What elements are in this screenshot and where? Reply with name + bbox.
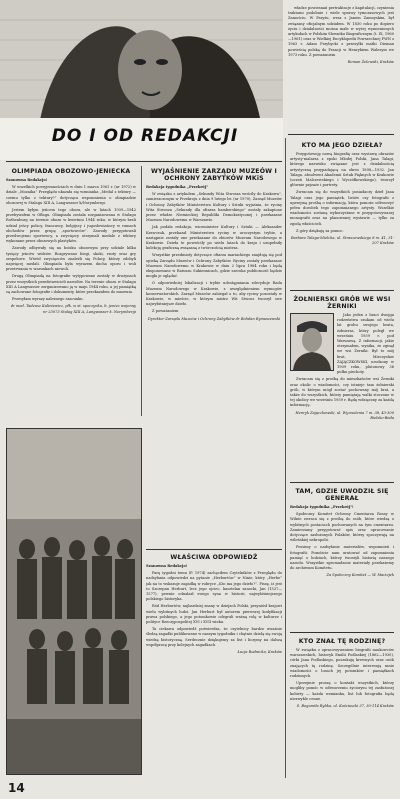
signature: Łucja Rudnicka, Kraków — [237, 650, 282, 655]
paragraph: Z góry dziękuję za pomoc. — [296, 228, 344, 233]
paragraph: Jestem byłym jeńcem tego obozu, ale w latach 1939—1942 przebywałem w Oflagu. Olimpiada została zorganizowana w Stalagu Rothenburg na terenie obozu w kwietniu 1944 roku, w którym brali udział jeńcy polscy, francuscy, belgijscy i jugosłowiańscy w ramach obchodów przez grupę „sportowców”. Zawody przygotowali przedwojenni sportowcy, a zwycięzcy otrzymali medale z tektury wykonane przez obozowych plastyków. — [6, 208, 136, 244]
group-photo — [6, 428, 142, 775]
paragraph: Wszystkie przedmioty dotyczące ołtarza mariackiego znajdują się pod opieką Zarządu Muzeów i Ochrony Zabytków. Ryciny zostały przekazane Muzeum Narodowemu w Krakowie w dniu 2 lipca 1984 roku i będą eksponowane w Ratuszu Sukiennicach, gdzie szeroka publiczność będzie mogła je oglądać. — [146, 253, 282, 279]
soldier-portrait — [290, 313, 334, 371]
paragraph: Społeczny Komitet Ochrony Cmentarza Rossy w Wilnie zwraca się z prośbą do osób, które wiedzą o wybitnych postaciach pochowanych na tym cmentarzu. Zamierzamy przygotować spis oraz opracowanie dotyczące zasłużonych Polaków, którzy spoczywają na wileńskiej nekropolii. — [290, 512, 394, 543]
paragraph: Przygotowuję nową biografię oraz wystawę obrazów artysty-malarza z epoki Młodej Polski, Jana Talagi, którego nazwisko związane jest z działalnością artystyczną przypadającą na okres 1898—1932. Jan Talaga, absolwent Akademii Sztuk Pięknych w Krakowie (uczeń Malczewskiego i Wyczółkowskiego), tworzył głównie pejzaże i portrety. — [290, 152, 394, 188]
paragraph: Zwracam się do wszystkich posiadaczy dzieł Jana Talagi oraz jego pamiątek, listów czy fotografii z uprzejmą prośbą o informację, która pomoże odtworzyć pełen dorobek tego zapomnianego artysty. Wszelkie wiadomości zostaną wykorzystane w przygotowywanej monografii oraz na planowanej wystawie — tylko za zgodą właścicieli. — [290, 190, 394, 226]
paragraph: Parę tygodni temu (P. 1974) zachęciłem Czytelników z Przeglądu do nadsyłania odpowiedzi na pytanie „Herburtów” w Ninie, który „Herbe” jak na to wskazuje zagadkę w rubryce „Kto ma jego dzieło?”. Piszę, iż jest to Szczepan Herburt, lecz jego ojciec, kasztelan sanocki, Jan (1527—1577), pewnie odnalazł swego syna w historii, najwybitniejszego polskiego historyka. — [146, 571, 282, 602]
divider — [290, 290, 394, 291]
divider — [290, 632, 394, 633]
paragraph: O odpowiedniej lokalizacji i trybie udostępniania zdecyduje Rada Muzeum Narodowego w Krakowie, z uwzględnieniem wymogów konserwatorskich. Zarząd Muzeów zabiegał o to, aby ryciny pozostały w Krakowie, w mieście, w którym mistrz Wit Stwosz tworzył swe najwybitniejsze dzieło. — [146, 281, 282, 307]
letter-zolnierski — [290, 294, 394, 478]
divider — [146, 549, 282, 550]
divider — [290, 482, 394, 483]
letter-wlasciwa — [146, 552, 282, 774]
signature: S. Bogumiła Rybka, ul. Kościuszki 37, 30-114 Kraków — [296, 704, 394, 709]
paragraph: Uprzejmie proszę o kontakt wszystkich, którzy mogliby pomóc w odtworzeniu życiorysu tej zasłużonej kobiety — każda wzmianka, list lub fotografia będą niezwykle cenne. — [290, 681, 394, 701]
paragraph: Ród Herburtów, najbardziej znany w dziejach Polski, przyniósł krajowi wielu wybitnych ludzi. Jan Herburt był autorem pierwszej kodyfikacji prawa polskiego, a jego potomkowie odegrali ważną rolę w kulturze i polityce Rzeczypospolitej XVI i XVII wieku. — [146, 604, 282, 625]
divider — [6, 161, 282, 162]
letter-heading: ŻOŁNIERSKI GRÓB WE WSI ŻERNIKI — [293, 296, 391, 310]
column-divider — [141, 166, 142, 416]
salutation: Szanowna Redakcjo! — [146, 564, 188, 568]
paragraph: W związku z opracowywaniem biografii naukowców warszawskich, historyk Emilii Podlaskiej (1862—1930), córki Jana Podlaskiego, poszukuję krewnych oraz osób znających tę rodzinę. Szczególnie interesują mnie wiadomości o losach jej potomków i pamiątkach rodzinnych. — [290, 648, 394, 679]
soldier-portrait-image — [291, 314, 333, 370]
signature: Za Społeczny Komitet — W. Maciejek — [326, 573, 394, 578]
header-illustration — [0, 0, 283, 160]
paragraph: Z poważaniem — [152, 309, 179, 314]
divider — [288, 134, 394, 135]
signature: Henryk Zajączkowski, ul. Wyzwolenia 7 m. 38, 43-300 Bielsko-Biała — [295, 410, 394, 420]
letter-kto-rodzina — [290, 636, 394, 778]
letter-heading: KTO MA JEGO DZIEŁA? — [301, 142, 383, 149]
paragraph: Jak podała redakcja, wiceminister Kultury i Sztuki — Aleksander Krawczuk, przekazał Ministerstwu ryciny w uroczystym trybie, a następnie zostały one przekazane do zbiorów Muzeum Narodowego w Krakowie. Dzieła te powróciły po wielu latach do kraju i uzupełniły kolekcję graficzną związaną z twórczością mistrza. — [146, 225, 282, 251]
letter-heading: WYJAŚNIENIE ZARZĄDU MUZEÓW I OCHRONY ZABYTKÓW MKiS — [150, 168, 278, 182]
letter-heading: WŁAŚCIWA ODPOWIEDŹ — [170, 554, 258, 561]
paragraph: Zwracam się z prośbą do mieszkańców wsi Żerniki oraz okolic o wiadomości, czy istnieje tam żołnierski grób, w którym mógł zostać pochowany mój brat, a także do wszystkich, którzy pamiętają walki stoczone w tej okolicy we wrześniu 1939 r. Będę wdzięczny za każdą informację. — [290, 377, 394, 408]
letter-heading: KTO ZNAŁ TĘ RODZINĘ? — [298, 638, 386, 645]
paragraph: Prosimy o nadsyłanie materiałów, wspomnień i fotografii. Pomóżcie nam uratować od zapomnienia pamięć o ludziach, którzy tworzyli historię naszego narodu. Wszystkie zgromadzone materiały przekażemy do archiwum Komitetu. — [290, 545, 394, 571]
paragraph: Drugą Olimpiadą na fotografie wytypowane zostały w drużynach przez wszystkich przedstawicieli narodów. Na terenie obozu w Stalagu XIII A Langwasser zorganizowano ją w maju 1944 roku, a jej pamiątką są zachowane fotografie i dokumenty, które przekazałem do muzeum. — [6, 274, 136, 295]
letter-gdzie — [290, 486, 394, 628]
salutation: Redakcja tygodnika „Przekrój”! — [290, 505, 354, 509]
signature: Dyrektor Zarządu Muzeów i Ochrony Zabytków dr Bohdan Rymaszewski — [147, 316, 281, 321]
letter-heading: OLIMPIADA OBOZOWO-JENIECKA — [11, 168, 131, 175]
signature: Barbara Talaga-Mielcka, ul. Straszewskiego 8 m. 41, 31-207 Kraków — [290, 236, 394, 246]
section-title: DO I OD REDAKCJI — [51, 126, 239, 146]
paragraph: Jako jeden z braci dwojga rodzeństwa szukam od wielu lat grobu swojego brata, żołnierza, który poległ we wrześniu 1939 r. pod Warszawą. Z informacji, jakie otrzymałem, wynika, że zginął we wsi Żerniki. Był to mój brat, Mieczysław ZAJĄCZKOWSKI, urodzony w 1909 roku, plutonowy 36 pułku piechoty. — [337, 313, 394, 375]
signature: dr med. Tadeusz Kuliniewicz, płk. w st. spoczynku, b. jeniec wojenny nr 23073 Stalag XIII A, Langwasser k. Norymbergi — [10, 304, 136, 314]
continued-letter — [288, 6, 394, 132]
signature: Roman Żelewski, Kraków — [347, 60, 394, 65]
paragraph: W związku z artykułem „Sekundy Wita Stwosza wróciły do Krakowa”, zamieszczonym w Przekroju z dnia 9 lutego br. (nr 1970), Zarząd Muzeów i Ochrony Zabytków Ministerstwa Kultury i Sztuki wyjaśnia, że ryciny Wita Stwosza „Sekundy dla ołtarza bamberskiego” zostały zakupione przez władze Niemieckiej Republiki Demokratycznej i przekazane Muzeum Narodowemu w Warszawie. — [146, 192, 282, 223]
letter-heading: TAM, GDZIE UWODZIŁ SIĘ GENERAŁ — [295, 488, 389, 502]
continued-text: władze powiesnań pertraktacje z kapitulacji, czynienia traktami podobnie i wiele sprawy tymczasowych jest Zamościu. W Paryżu, wraz z Janem Zamoyskim, był związany oficjalnym udziałem. W 1830 roku po dopiero życiu i działalności można małe w wyżej wymienionych artykułach w Polskim Słowniku Biograficznym (t. IX, 1960—1961) oraz w Wielkiej Encyklopedii Powszechnej PWN z 1963 r. Adam Przybycki z przesyłki matki Dieman powieścią polską do Francji w Henrykiem Walezym we 1973 roku. Z poważaniem — [288, 6, 394, 57]
paragraph: Przesyłam wyrazy należnego szacunku. — [12, 297, 84, 302]
paragraph: Ta ciekawa odpowiedź potwierdza, że czytelnicy bardzo uważnie śledzą zagadki publikowane w naszym tygodniku i chętnie dzielą się swoją wiedzą historyczną. Serdecznie dziękujemy za list i liczymy na dalszą współpracę przy kolejnych zagadkach. — [146, 627, 282, 647]
paragraph: W wszelkich porzyjemnościach w dniu 1 marca 1961 r. (nr 1972) w dziale „Mozaika” Przeglądu ukazała się wzmianka „Medal z tektury — czemu tylko z tektury?” dotycząca wspomnienia o olimpiadzie obozowej w Stalagu XIII A, Langwasser k/Norymbergi. — [6, 185, 136, 205]
paragraph: Zawody odbywały się na boisku obozowym przy udziale kilku tysięcy jeńców widzów. Rozgrywano biegi, skoki, rzuty oraz gry zespołowe. Wśród zwycięzców znaleźli się Polacy, którzy zdobyli najwięcej medali. Olimpiada była wyrazem ducha oporu i woli przetrwania w warunkach niewoli. — [6, 246, 136, 272]
salutation: Szanowna Redakcjo! — [6, 178, 48, 182]
salutation: Redakcja tygodnika „Przekrój” — [146, 185, 209, 189]
letter-olimpiada — [6, 166, 136, 421]
group-photo-image — [7, 429, 141, 774]
column-divider — [285, 138, 286, 778]
page-number: 14 — [8, 781, 25, 795]
letter-muzea — [146, 166, 282, 544]
letter-kto-dziela — [290, 140, 394, 286]
